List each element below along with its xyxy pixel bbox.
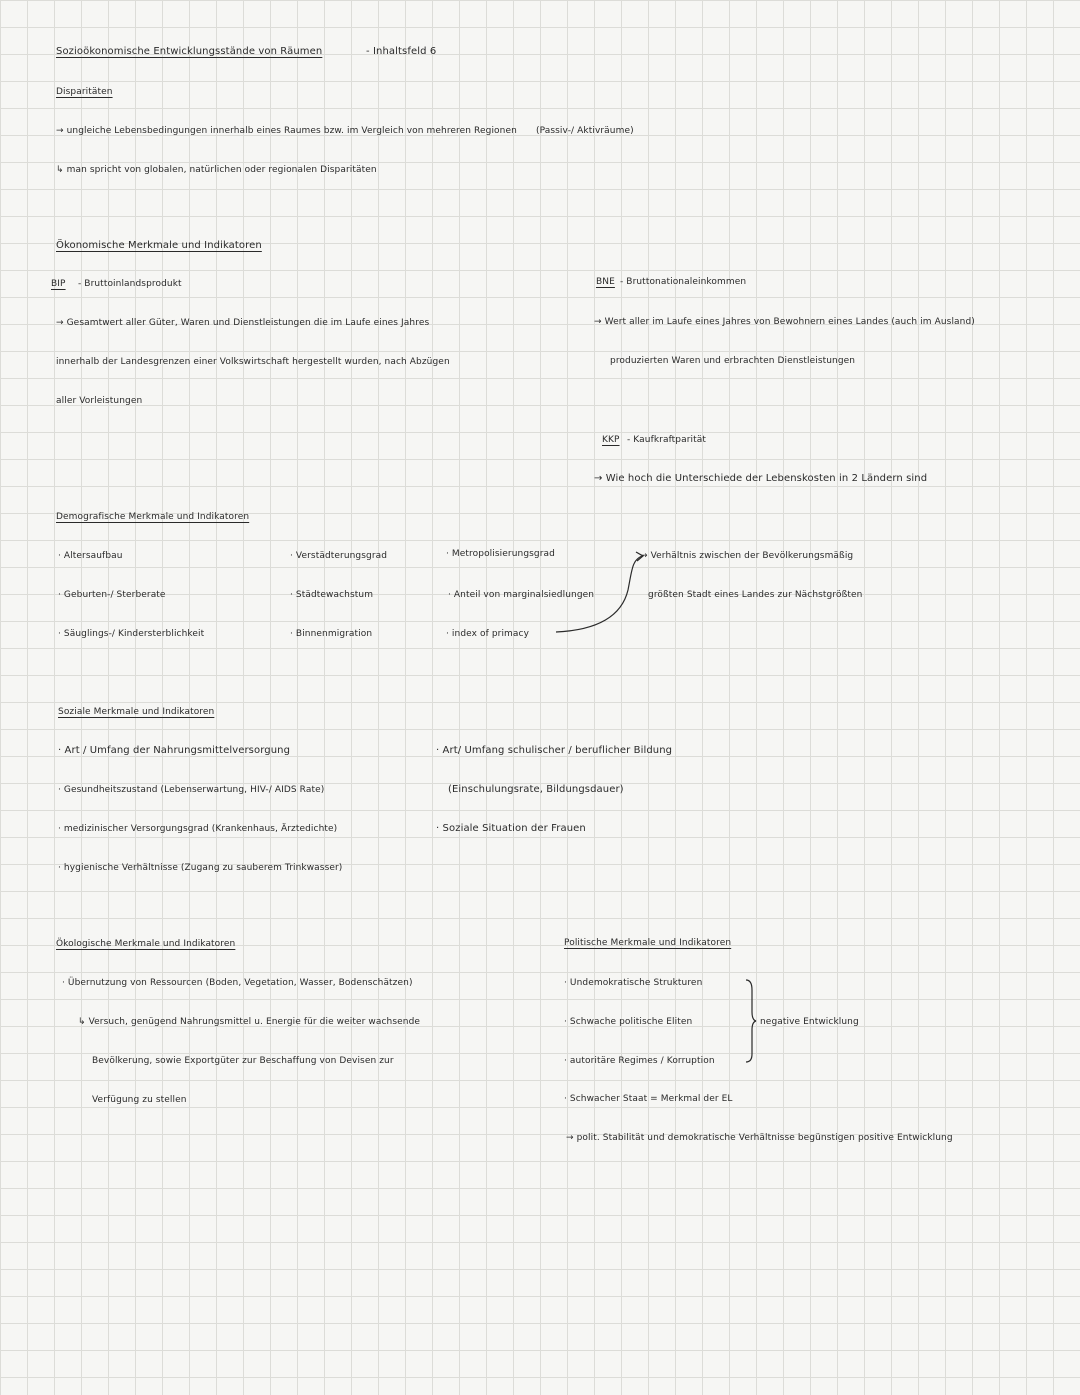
demo-col3-item-3: · index of primacy [446,629,530,639]
bip-label: - Bruttoinlandsprodukt [78,279,182,289]
politisch-bracket-note: negative Entwicklung [760,1017,859,1027]
demo-col3-item-2: · Anteil von marginalsiedlungen [448,590,595,600]
kkp-heading: KKP [602,435,620,445]
sozial-col1-item-3: · medizinischer Versorgungsgrad (Krankenhaus, Ärztedichte) [58,824,338,834]
page-title-suffix: - Inhaltsfeld 6 [366,46,437,57]
politisch-weak-state: · Schwacher Staat = Merkmal der EL [564,1094,733,1104]
demografisch-heading: Demografische Merkmale und Indikatoren [56,512,250,522]
bne-heading: BNE [596,277,615,287]
sozial-heading: Soziale Merkmale und Indikatoren [58,707,215,717]
bip-heading: BIP [51,279,66,289]
oekologisch-line-3: Bevölkerung, sowie Exportgüter zur Beschaffung von Devisen zur [92,1056,394,1066]
disparitaeten-line1: → ungleiche Lebensbedingungen innerhalb eines Raumes bzw. im Vergleich von mehreren Regionen [56,126,517,136]
oekonomisch-heading: Ökonomische Merkmale und Indikatoren [56,240,262,251]
oekologisch-line-1: · Übernutzung von Ressourcen (Boden, Vegetation, Wasser, Bodenschätzen) [62,978,413,988]
politisch-conclusion: → polit. Stabilität und demokratische Verhältnisse begünstigen positive Entwicklung [566,1133,953,1143]
bip-line-3: aller Vorleistungen [56,396,143,406]
bip-line-1: → Gesamtwert aller Güter, Waren und Dienstleistungen die im Laufe eines Jahres [56,318,430,328]
bip-line-2: innerhalb der Landesgrenzen einer Volkswirtschaft hergestellt wurden, nach Abzügen [56,357,450,367]
demo-col1-item-2: · Geburten-/ Sterberate [58,590,166,600]
politisch-heading: Politische Merkmale und Indikatoren [564,938,732,948]
disparitaeten-line2: ↳ man spricht von globalen, natürlichen oder regionalen Disparitäten [56,165,377,175]
bne-label: - Bruttonationaleinkommen [620,277,747,287]
bne-line-1: → Wert aller im Laufe eines Jahres von Bewohnern eines Landes (auch im Ausland) [594,317,975,327]
demo-col1-item-3: · Säuglings-/ Kindersterblichkeit [58,629,205,639]
kkp-label: - Kaufkraftparität [627,435,707,445]
oekologisch-heading: Ökologische Merkmale und Indikatoren [56,939,236,949]
demo-col2-item-1: · Verstädterungsgrad [290,551,388,561]
primacy-arrow [556,556,642,632]
sozial-col2-item-1: · Art/ Umfang schulischer / beruflicher Bildung [436,745,673,756]
sozial-col1-item-4: · hygienische Verhältnisse (Zugang zu sauberem Trinkwasser) [58,863,343,873]
sozial-col2-item-2: (Einschulungsrate, Bildungsdauer) [448,784,624,795]
politisch-item-3: · autoritäre Regimes / Korruption [564,1056,715,1066]
politisch-item-2: · Schwache politische Eliten [564,1017,693,1027]
disparitaeten-note: (Passiv-/ Aktivräume) [536,126,634,136]
primacy-note-line-2: größten Stadt eines Landes zur Nächstgrößten [648,590,863,600]
sozial-col2-item-3: · Soziale Situation der Frauen [436,823,586,834]
sozial-col1-item-2: · Gesundheitszustand (Lebenserwartung, HIV-/ AIDS Rate) [58,785,325,795]
politisch-bracket [746,980,756,1062]
demo-col1-item-1: · Altersaufbau [58,551,123,561]
oekologisch-line-2: ↳ Versuch, genügend Nahrungsmittel u. Energie für die weiter wachsende [78,1017,421,1027]
disparitaeten-heading: Disparitäten [56,87,113,97]
sozial-col1-item-1: · Art / Umfang der Nahrungsmittelversorgung [58,745,291,756]
politisch-item-1: · Undemokratische Strukturen [564,978,703,988]
demo-col2-item-2: · Städtewachstum [290,590,374,600]
primacy-note-line-1: → Verhältnis zwischen der Bevölkerungsmäßig [640,551,854,561]
demo-col2-item-3: · Binnenmigration [290,629,373,639]
demo-col3-item-1: · Metropolisierungsgrad [446,549,555,559]
bne-line-2: produzierten Waren und erbrachten Dienstleistungen [610,356,856,366]
oekologisch-line-4: Verfügung zu stellen [92,1095,187,1105]
page-title: Sozioökonomische Entwicklungsstände von Räumen [56,46,323,57]
kkp-line: → Wie hoch die Unterschiede der Lebenskosten in 2 Ländern sind [594,473,928,484]
